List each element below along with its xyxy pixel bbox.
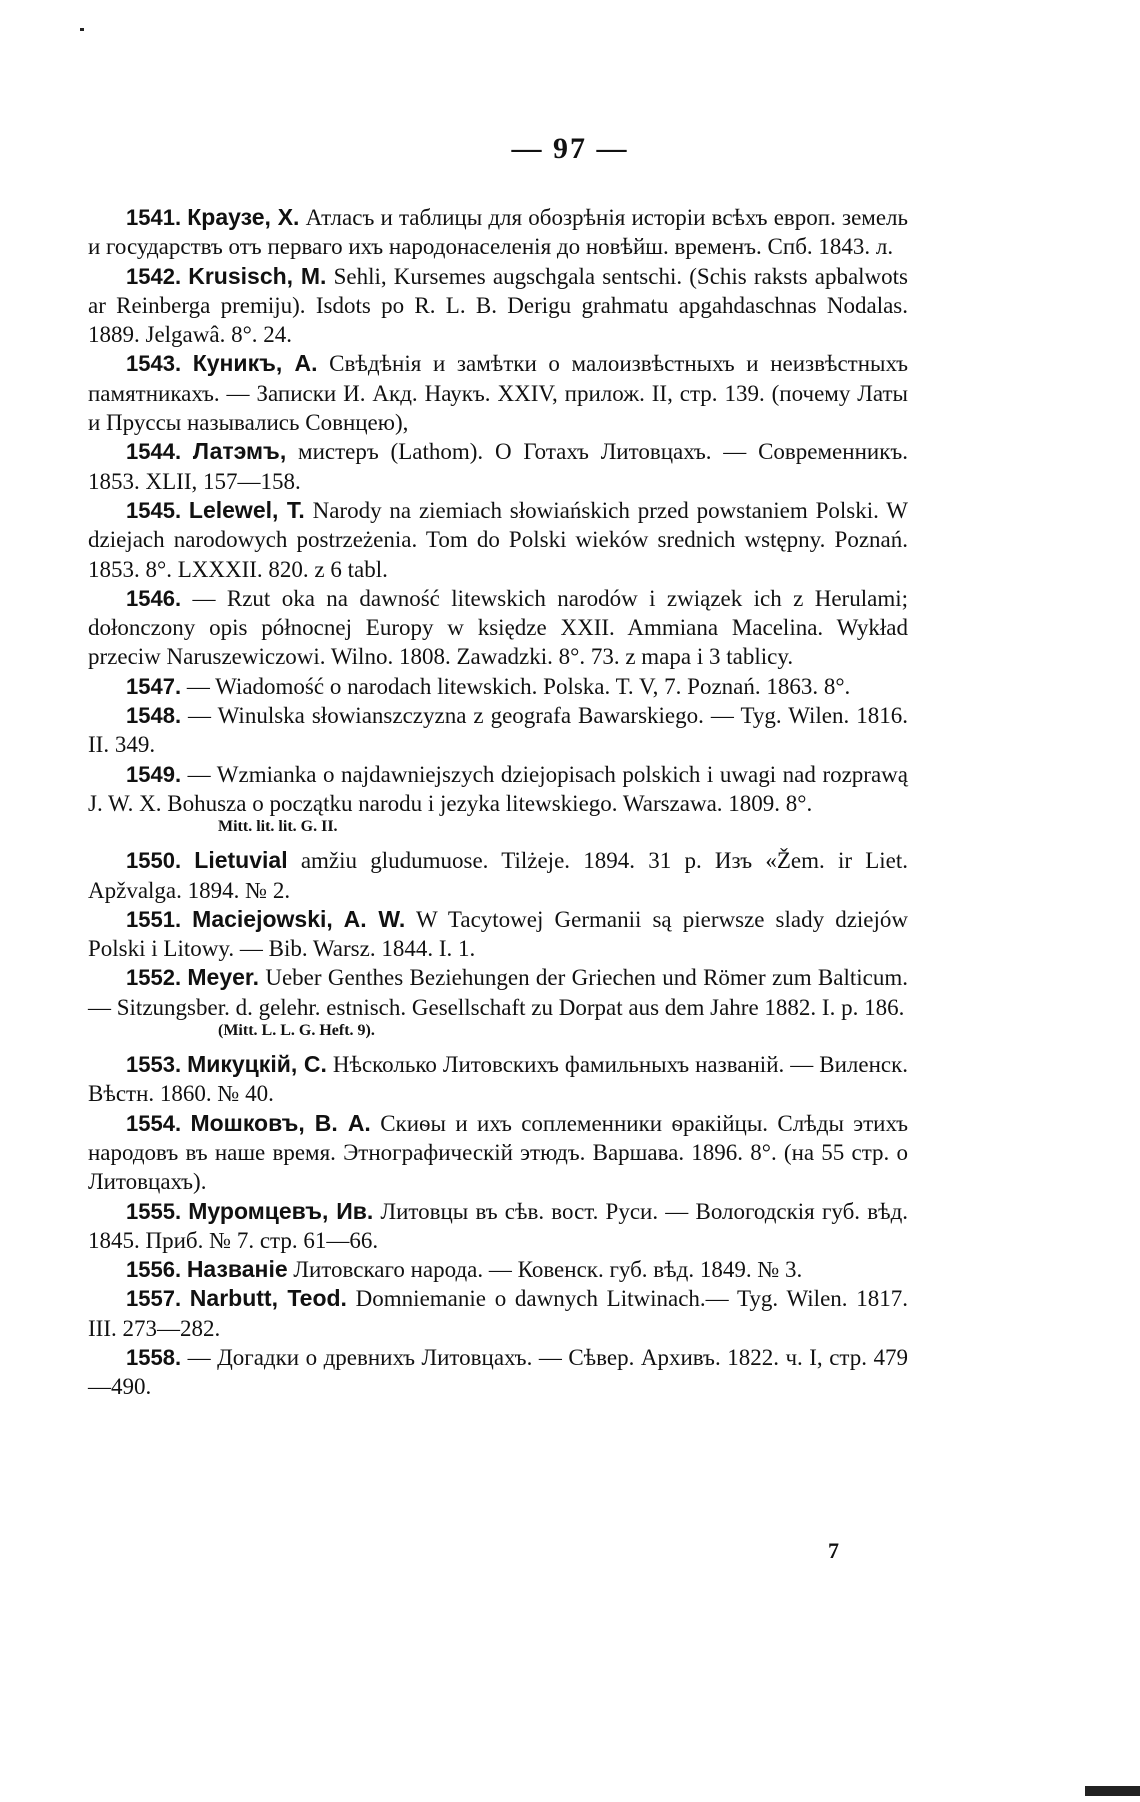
bibliography-entry xyxy=(88,760,908,819)
entry-number: 1541. xyxy=(126,205,182,230)
bibliography-entry xyxy=(88,437,908,496)
entry-text: Sehli, Kursemes augschgala sentschi. (Schis raksts apbalwots ar Reinberga premiju). Isdots po R. L. B. Derigu grahmatu apgahdaschnas Nodalas. 1889. Jelgawâ. 8°. 24. xyxy=(88,263,908,348)
entry-author: Краузе, Х. xyxy=(187,204,300,230)
bibliography-entry xyxy=(88,496,908,584)
entry-author: Муромцевъ, Ив. xyxy=(188,1197,374,1224)
page-header: — 97 — xyxy=(511,132,629,165)
entry-number: 1546. xyxy=(126,585,182,611)
entry-author: Микуцкій, С. xyxy=(187,1051,327,1078)
entry-text: W Tacytowej Germanii są pierwsze slady dziejów Polski i Litowy. — Bib. Warsz. 1844. I. 1. xyxy=(88,906,909,962)
bibliography-entry xyxy=(88,1197,908,1256)
entry-number: 1543. xyxy=(126,351,182,377)
bibliography-entry xyxy=(88,349,908,437)
entry-number: 1557. xyxy=(126,1286,182,1312)
entry-author: Lietuvial xyxy=(194,847,288,874)
entry-number: 1550. xyxy=(126,848,182,874)
entry-author: Narbutt, Teod. xyxy=(189,1285,347,1312)
entry-number: 1554. xyxy=(126,1110,182,1136)
entry-number: 1544. xyxy=(126,439,182,465)
entry-author: Krusisch, M. xyxy=(188,262,327,289)
entry-author: Lelewel, T. xyxy=(188,496,305,523)
entry-text: — Winulska słowianszczyzna z geografa Bawarskiego. — Tyg. Wilen. 1816. II. 349. xyxy=(88,703,908,758)
entry-source-note: (Mitt. L. L. G. Heft. 9). xyxy=(218,1022,375,1040)
entry-number: 1552. xyxy=(126,965,182,991)
bibliography-entry xyxy=(88,963,908,1022)
entry-number: 1551. xyxy=(126,906,182,932)
bibliography-entry xyxy=(88,846,908,905)
scan-artifact xyxy=(1085,1786,1140,1796)
entry-text: Domniemanie o dawnych Litwinach.— Tyg. Wilen. 1817. III. 273—282. xyxy=(88,1286,909,1341)
entry-number: 1542. xyxy=(126,263,182,289)
bibliography-entry xyxy=(88,1343,908,1402)
bibliography-entry xyxy=(88,584,908,672)
entry-text: — Wiadomość o narodach litewskich. Polska. T. V, 7. Poznań. 1863. 8°. xyxy=(181,673,851,699)
entry-text: Атласъ и таблицы для обозрѣнія исторіи всѣхъ европ. земель и государствъ отъ перваго ихъ народонаселенія до новѣйш. временъ. Спб. 1843. л. xyxy=(88,205,909,260)
entry-number: 1545. xyxy=(126,497,182,523)
entry-number: 1555. xyxy=(126,1198,182,1224)
entry-number: 1553. xyxy=(126,1052,182,1078)
bibliography-list xyxy=(88,203,908,1402)
entry-text: — Wzmianka o najdawniejszych dziejopisach polskich i uwagi nad rozprawą J. W. X. Bohusza o początku narodu i jezyka litewskiego. Warszawa. 1809. 8°. xyxy=(88,761,908,816)
entry-text: Скиѳы и ихъ соплеменники ѳракійцы. Слѣды этихъ народовъ въ наше время. Этнографическій этюдъ. Варшава. 1896. 8°. (на 55 стр. о Литовцахъ). xyxy=(88,1110,909,1195)
bibliography-entry xyxy=(88,672,908,701)
entry-text: Литовцы въ сѣв. вост. Руси. — Вологодскія губ. вѣд. 1845. Приб. № 7. стр. 61—66. xyxy=(88,1198,909,1253)
entry-text: amžiu gludumuose. Tilżeje. 1894. 31 p. Изъ «Žem. ir Liet. Apžvalga. 1894. № 2. xyxy=(88,848,908,903)
scan-artifact xyxy=(80,28,84,31)
bibliography-entry xyxy=(88,1109,908,1197)
entry-text: Свѣдѣнія и замѣтки о малоизвѣстныхъ и неизвѣстныхъ памятникахъ. — Записки И. Акд. Наукъ. XXIV, прилож. II, стр. 139. (почему Латы и Пруссы назывались Совнцею), xyxy=(88,351,908,436)
entry-number: 1556. xyxy=(126,1257,182,1283)
entry-source-note: Mitt. lit. lit. G. II. xyxy=(218,818,338,836)
entry-author: Латэмъ, xyxy=(192,438,287,465)
entry-number: 1547. xyxy=(126,673,182,699)
entry-text: — Rzut oka na dawność litewskich narodów i związek ich z Herulami; dołonczony opis północnej Europy w księdze XXII. Ammiana Macelina. Wykład przeciw Naruszewiczowi. Wilno. 1808. Zawadzki. 8°. 73. z mapa i 3 tablicy. xyxy=(88,585,908,670)
bibliography-entry xyxy=(88,905,908,964)
entry-author: Куникъ, А. xyxy=(192,350,318,377)
entry-text: Ueber Genthes Beziehungen der Griechen und Römer zum Balticum. — Sitzungsber. d. gelehr. estnisch. Gesellschaft zu Dorpat aus dem Jahre 1882. I. p. 186. xyxy=(88,965,908,1020)
entry-number: 1548. xyxy=(126,703,182,729)
entry-author: Названіе xyxy=(186,1256,288,1283)
entry-author: Meyer. xyxy=(187,964,259,991)
entry-number: 1558. xyxy=(126,1344,182,1370)
entry-text: — Догадки о древнихъ Литовцахъ. — Сѣвер. Архивъ. 1822. ч. I, стр. 479—490. xyxy=(88,1344,908,1400)
entry-number: 1549. xyxy=(126,761,182,787)
entry-text: Narody na ziemiach słowiańskich przed powstaniem Polski. W dziejach narodowych postrzeżenia. Tom do Polski wieków srednich wstępny. Poznań. 1853. 8°. LXXXII. 820. z 6 tabl. xyxy=(88,497,909,582)
entry-author: Мошковъ, В. А. xyxy=(190,1109,371,1136)
bibliography-entry xyxy=(88,1050,908,1109)
bibliography-entry xyxy=(88,203,908,262)
bibliography-entry xyxy=(88,701,908,760)
entry-text: Нѣсколько Литовскихъ фамильныхъ названій. — Виленск. Вѣстн. 1860. № 40. xyxy=(88,1052,909,1107)
entry-text: мистеръ (Lathom). О Готахъ Литовцахъ. — Современникъ. 1853. XLII, 157—158. xyxy=(88,439,909,494)
bibliography-entry xyxy=(88,262,908,350)
bibliography-entry xyxy=(88,1284,908,1343)
entry-author: Maciejowski, A. W. xyxy=(192,905,406,932)
signature-mark: 7 xyxy=(828,1538,839,1563)
entry-text: Литовскаго народа. — Ковенск. губ. вѣд. 1849. № 3. xyxy=(287,1257,803,1283)
bibliography-entry xyxy=(88,1255,908,1284)
